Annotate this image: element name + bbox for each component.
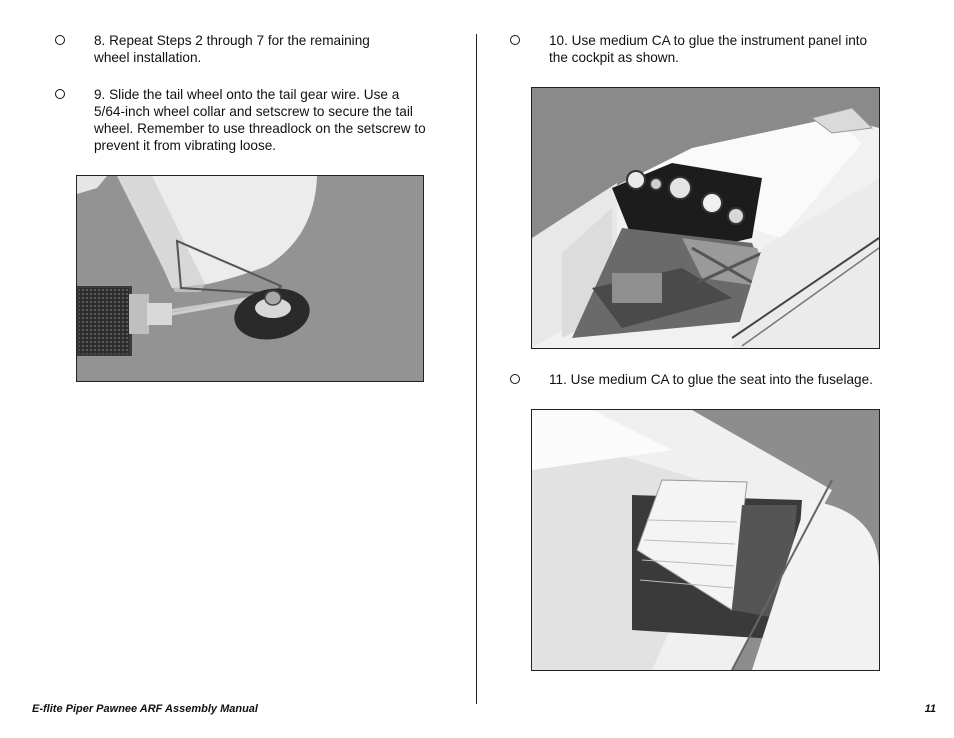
checkbox-circle-icon[interactable] bbox=[55, 35, 65, 45]
instrument-panel-image bbox=[532, 88, 879, 348]
step-11-text: 11. Use medium CA to glue the seat into the fuselage. bbox=[549, 372, 873, 387]
instrument-panel-photo bbox=[531, 87, 880, 349]
step-9-text: 9. Slide the tail wheel onto the tail gear wire. Use a 5/64-inch wheel collar and setscrew to secure the tail wheel. Remember to use threadlock on the setscrew to prevent it from vibrating loose. bbox=[94, 87, 426, 153]
tail-wheel-photo bbox=[76, 175, 424, 382]
step-10-text: 10. Use medium CA to glue the instrument panel into the cockpit as shown. bbox=[549, 33, 868, 65]
checkbox-circle-icon[interactable] bbox=[510, 35, 520, 45]
checkbox-circle-icon[interactable] bbox=[55, 89, 65, 99]
column-divider bbox=[476, 34, 477, 704]
step-8-text: 8. Repeat Steps 2 through 7 for the remaining wheel installation. bbox=[94, 33, 370, 65]
footer-manual-title: E-flite Piper Pawnee ARF Assembly Manual bbox=[32, 703, 258, 715]
page-number: 11 bbox=[924, 703, 936, 715]
tail-wheel-image bbox=[77, 176, 423, 381]
seat-photo bbox=[531, 409, 880, 671]
seat-image bbox=[532, 410, 879, 670]
checkbox-circle-icon[interactable] bbox=[510, 374, 520, 384]
